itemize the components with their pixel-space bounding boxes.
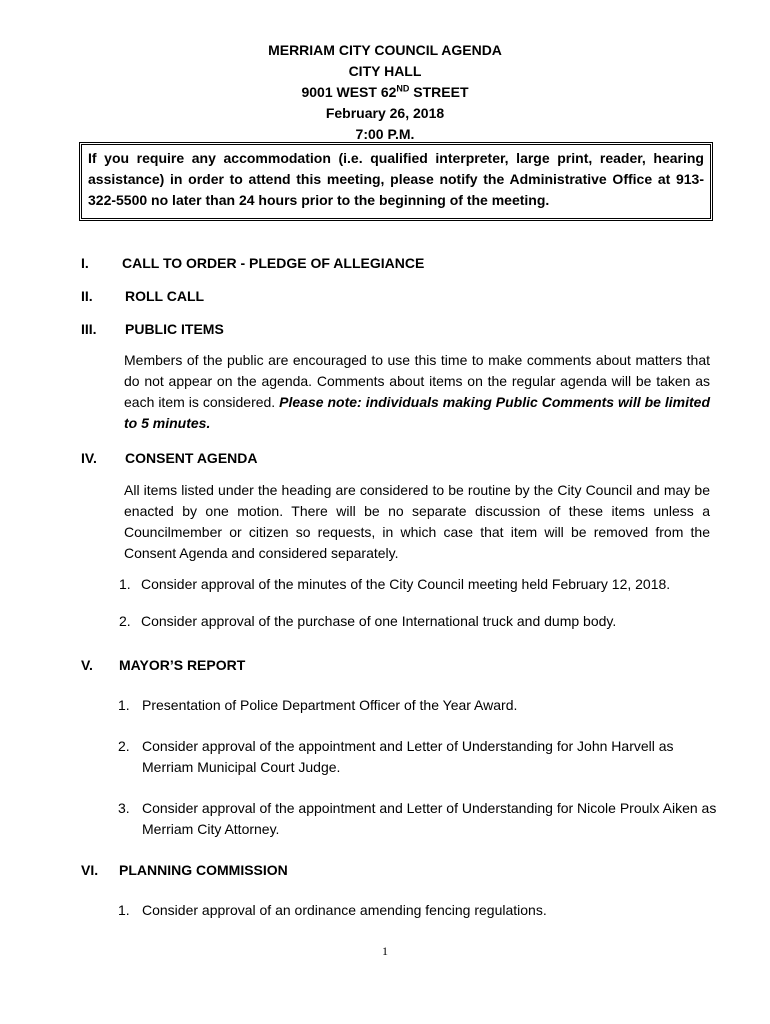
venue: CITY HALL xyxy=(348,63,422,79)
agenda-title: MERRIAM CITY COUNCIL AGENDA xyxy=(268,42,502,58)
address: 9001 WEST 62ND STREET xyxy=(301,83,469,100)
section-1-title: CALL TO ORDER - PLEDGE OF ALLEGIANCE xyxy=(122,255,425,271)
section-6-number: VI. xyxy=(81,862,99,878)
list-item: 1. Presentation of Police Department Officer of the Year Award. xyxy=(118,697,518,713)
list-item: 3. Consider approval of the appointment and Letter of Understanding for Nicole Proulx Aiken as Merriam City Attorney. xyxy=(118,800,717,837)
list-item: 1. Consider approval of the minutes of the City Council meeting held February 12, 2018. xyxy=(119,576,671,592)
meeting-time: 7:00 P.M. xyxy=(355,126,415,142)
consent-agenda-text: All items listed under the heading are considered to be routine by the City Council and may be enacted by one motion. There will be no separate discussion of these items unless a Councilmember or citizen so requests, in which case that item will be removed from the Consent Agenda and considered separately. xyxy=(124,482,710,561)
section-3-number: III. xyxy=(81,321,97,337)
list-item: 2. Consider approval of the purchase of one International truck and dump body. xyxy=(119,613,617,629)
agenda-header xyxy=(0,40,770,145)
list-item: 2. Consider approval of the appointment and Letter of Understanding for John Harvell as Merriam Municipal Court Judge. xyxy=(118,738,674,775)
section-1-number: I. xyxy=(81,255,89,271)
accommodation-notice: If you require any accommodation (i.e. qualified interpreter, large print, reader, hearing assistance) in order to attend this meeting, please notify the Administrative Office at 913-322-5500 no later than 24 hours prior to the beginning of the meeting. xyxy=(79,142,713,221)
meeting-date: February 26, 2018 xyxy=(325,105,445,121)
public-comment-limit-note: Please note: individuals making Public Comments will be limited to 5 minutes. xyxy=(124,394,710,431)
list-item: 1. Consider approval of an ordinance amending fencing regulations. xyxy=(118,902,547,918)
section-2-title: ROLL CALL xyxy=(125,288,205,304)
section-3-title: PUBLIC ITEMS xyxy=(125,321,224,337)
section-5-title: MAYOR’S REPORT xyxy=(119,657,246,673)
public-items-text: Members of the public are encouraged to use this time to make comments about matters that do not appear on the agenda. Comments about items on the regular agenda will be taken as each item is considered. Please note: individuals making Public Comments will be limited to 5 minutes. xyxy=(124,352,710,431)
section-5-number: V. xyxy=(81,657,93,673)
section-2-number: II. xyxy=(81,288,93,304)
section-4-number: IV. xyxy=(81,450,97,466)
section-6-title: PLANNING COMMISSION xyxy=(119,862,288,878)
page-number: 1 xyxy=(382,944,388,958)
section-4-title: CONSENT AGENDA xyxy=(125,450,258,466)
